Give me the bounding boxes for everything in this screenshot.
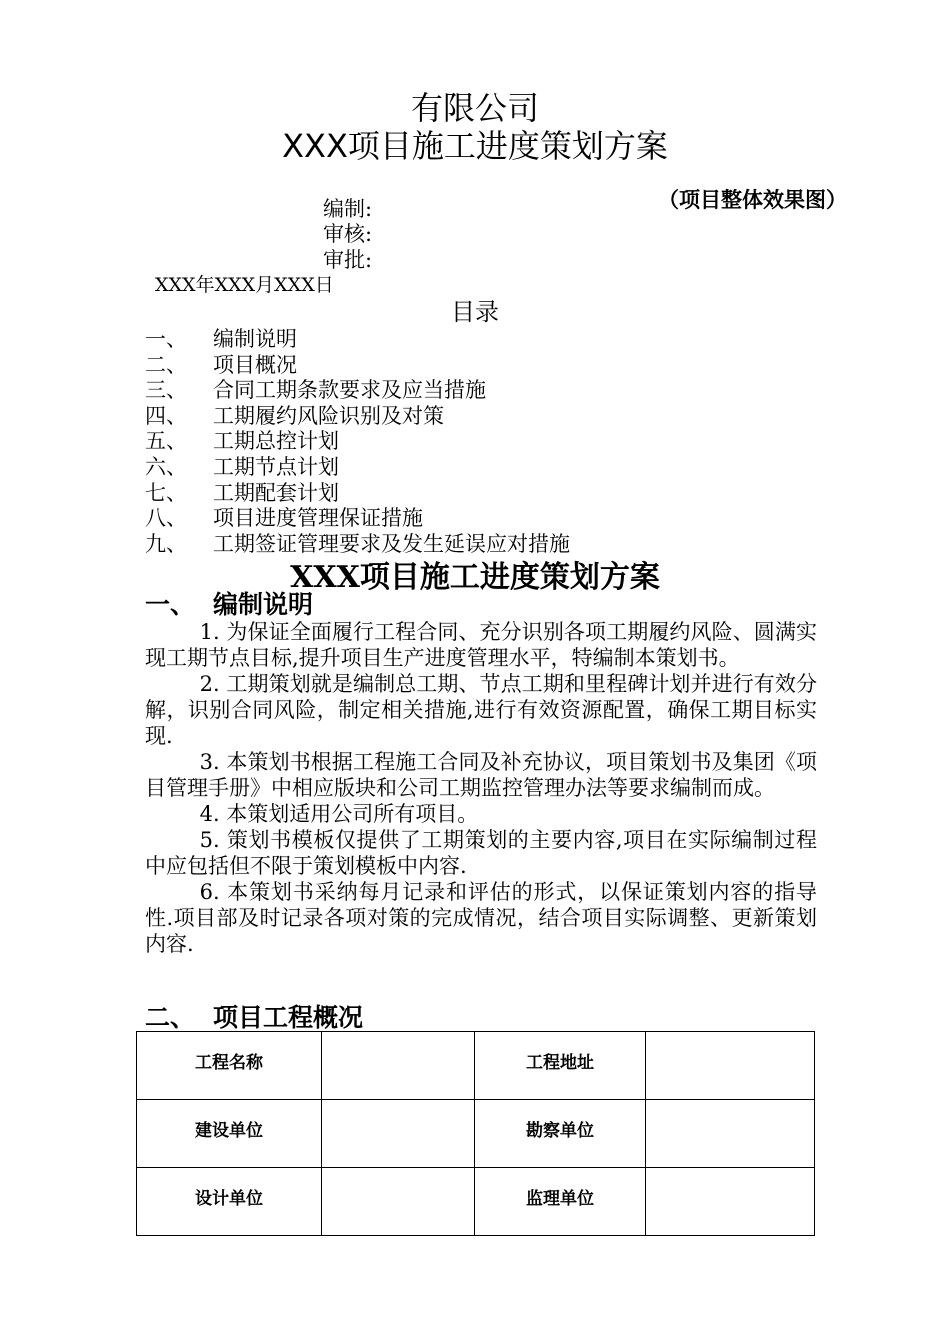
table-cell-label: 工程名称	[137, 1032, 322, 1100]
table-cell-value[interactable]	[322, 1100, 475, 1168]
section-number: 二、	[145, 1003, 196, 1032]
table-cell-label: 设计单位	[137, 1168, 322, 1236]
toc-item-number: 四、	[145, 403, 187, 428]
toc-title: 目录	[451, 298, 499, 326]
toc-item-label: 工期签证管理要求及发生延误应对措施	[213, 531, 570, 556]
cover-title: XXX项目施工进度策划方案	[282, 127, 668, 165]
table-row	[137, 1032, 815, 1100]
toc-item[interactable]	[145, 455, 570, 481]
toc-item[interactable]	[145, 378, 570, 404]
toc-item-label: 编制说明	[213, 327, 297, 351]
toc-item-number: 三、	[145, 378, 187, 403]
section-title: 项目工程概况	[213, 1003, 364, 1032]
table-cell-value[interactable]	[646, 1032, 815, 1100]
company-name: 有限公司	[410, 89, 539, 127]
table-cell-label: 工程地址	[475, 1032, 646, 1100]
toc-item-number: 六、	[145, 454, 187, 479]
table-cell-value[interactable]	[646, 1100, 815, 1168]
toc-item-number: 九、	[145, 531, 187, 556]
toc-item-label: 工期配套计划	[213, 480, 339, 505]
paragraph: 4. 本策划适用公司所有项目。	[199, 802, 479, 826]
toc-item-number: 一、	[145, 327, 187, 351]
toc-item-label: 工期履约风险识别及对策	[213, 403, 444, 428]
project-overview-table	[136, 1031, 815, 1236]
paragraph: 3. 本策划书根据工程施工合同及补充协议，项目策划书及集团《项目管理手册》中相应版块和公司工期监控管理办法等要求编制而成。	[145, 750, 817, 800]
toc-item[interactable]	[145, 404, 570, 430]
paragraph: 6. 本策划书采纳每月记录和评估的形式，以保证策划内容的指导性.项目部及时记录各项对策的完成情况，结合项目实际调整、更新策划内容.	[145, 880, 817, 956]
table-cell-label: 建设单位	[137, 1100, 322, 1168]
toc-item-label: 工期节点计划	[213, 454, 339, 479]
paragraph: 5. 策划书模板仅提供了工期策划的主要内容,项目在实际编制过程中应包括但不限于策划模板中内容.	[145, 828, 817, 878]
toc-item-label: 项目概况	[213, 352, 297, 377]
toc-item[interactable]	[145, 429, 570, 455]
section-body	[145, 619, 817, 957]
main-title: XXX项目施工进度策划方案	[290, 560, 660, 595]
toc-item-label: 项目进度管理保证措施	[213, 506, 423, 531]
section-number: 一、	[145, 590, 196, 619]
section-title: 编制说明	[213, 590, 314, 619]
table-cell-value[interactable]	[322, 1168, 475, 1236]
toc-item-number: 七、	[145, 480, 187, 505]
table-of-contents	[145, 327, 570, 557]
section-heading	[145, 590, 313, 620]
table-cell-label: 勘察单位	[475, 1100, 646, 1168]
toc-item[interactable]	[145, 327, 570, 353]
toc-item[interactable]	[145, 506, 570, 532]
toc-item-label: 合同工期条款要求及应当措施	[213, 378, 486, 403]
toc-item[interactable]	[145, 481, 570, 507]
table-cell-value[interactable]	[322, 1032, 475, 1100]
toc-item-number: 二、	[145, 352, 187, 377]
toc-item[interactable]	[145, 353, 570, 379]
paragraph: 1. 为保证全面履行工程合同、充分识别各项工期履约风险、圆满实现工期节点目标,提升项目生产进度管理水平，特编制本策划书。	[145, 620, 817, 670]
table-cell-value[interactable]	[646, 1168, 815, 1236]
toc-item[interactable]	[145, 532, 570, 558]
compiled-by-label: 编制:	[323, 197, 373, 221]
section-heading	[145, 1003, 363, 1033]
table-row	[137, 1168, 815, 1236]
reviewed-by-label: 审核:	[323, 222, 373, 246]
toc-item-label: 工期总控计划	[213, 429, 339, 454]
paragraph: 2. 工期策划就是编制总工期、节点工期和里程碑计划并进行有效分解，识别合同风险，制定相关措施,进行有效资源配置，确保工期目标实现.	[145, 672, 817, 748]
table-row	[137, 1100, 815, 1168]
toc-item-number: 五、	[145, 429, 187, 454]
toc-item-number: 八、	[145, 506, 187, 531]
document-date: XXX年XXX月XXX日	[155, 274, 334, 296]
approved-by-label: 审批:	[323, 248, 373, 272]
table-cell-label: 监理单位	[475, 1168, 646, 1236]
effect-image-caption: （项目整体效果图）	[658, 188, 847, 212]
